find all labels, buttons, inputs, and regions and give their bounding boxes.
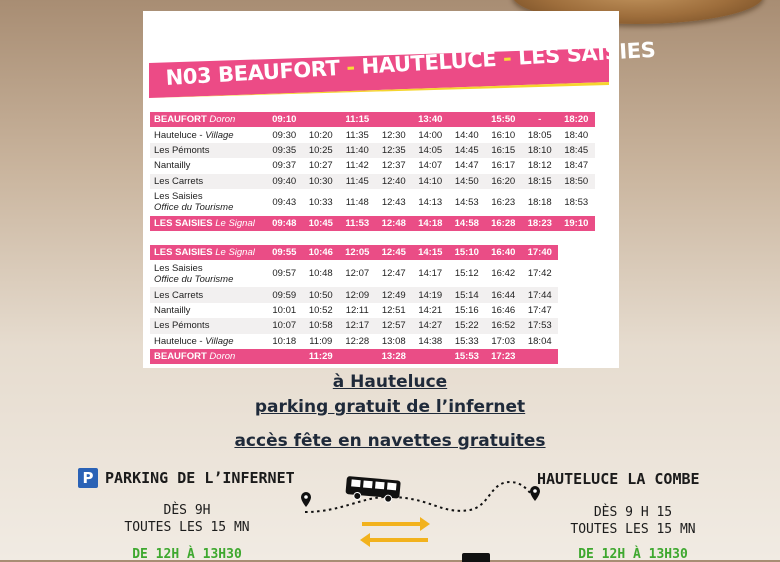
departure-time: 09:10 bbox=[266, 112, 303, 127]
departure-time: 12:17 bbox=[339, 318, 376, 333]
departure-time: 14:18 bbox=[412, 216, 449, 231]
departure-time: 10:46 bbox=[303, 245, 340, 260]
stop-name-text: Les Pémonts bbox=[154, 144, 210, 156]
departure-time: 10:58 bbox=[303, 318, 340, 333]
departure-time: 15:22 bbox=[449, 318, 486, 333]
departure-time: 14:00 bbox=[418, 129, 443, 141]
departure-time: 19:10 bbox=[558, 216, 595, 231]
departure-time: 14:50 bbox=[449, 174, 486, 189]
departure-time: 12:48 bbox=[376, 216, 413, 231]
departure-time: 18:53 bbox=[564, 196, 589, 208]
departure-time: 16:52 bbox=[485, 318, 522, 333]
departure-time: 14:13 bbox=[418, 196, 443, 208]
departure-time: 16:46 bbox=[491, 304, 516, 316]
departure-time: 15:12 bbox=[454, 268, 479, 280]
departure-time: 14:45 bbox=[449, 143, 486, 158]
left-start-time: DÈS 9H bbox=[163, 503, 211, 518]
departure-time: 18:04 bbox=[527, 335, 552, 347]
departure-time: 11:53 bbox=[339, 216, 376, 231]
departure-time: 18:10 bbox=[522, 143, 559, 158]
departure-time: 12:11 bbox=[345, 304, 369, 316]
departure-time: 09:57 bbox=[272, 268, 297, 280]
headline-parking: parking gratuit de l’infernet bbox=[254, 397, 526, 417]
departure-time: 12:28 bbox=[345, 335, 370, 347]
departure-time: 12:51 bbox=[381, 304, 406, 316]
stop-subtitle: Office du Tourisme bbox=[154, 273, 234, 285]
departure-time: 09:55 bbox=[266, 245, 303, 260]
departure-time: 12:30 bbox=[381, 129, 406, 141]
left-pause: DE 12H À 13H30 bbox=[132, 547, 242, 562]
departure-time: 09:35 bbox=[266, 143, 303, 158]
departure-time: 11:29 bbox=[303, 349, 340, 364]
departure-time: 10:20 bbox=[308, 129, 333, 141]
stop-name-text: LES SAISIES bbox=[154, 247, 213, 259]
departure-time: 16:44 bbox=[485, 287, 522, 302]
departure-time: 10:07 bbox=[266, 318, 303, 333]
stop-name-text: Les Saisies bbox=[154, 262, 203, 274]
departure-time: 17:40 bbox=[522, 245, 559, 260]
departure-time: 16:15 bbox=[485, 143, 522, 158]
departure-time: 11:15 bbox=[339, 112, 376, 127]
departure-time: 14:47 bbox=[454, 160, 479, 172]
left-frequency: TOUTES LES 15 MN bbox=[124, 520, 250, 535]
departure-time: 09:48 bbox=[266, 216, 303, 231]
departure-time: 12:35 bbox=[376, 143, 413, 158]
stop-name-text: Nantailly bbox=[154, 160, 191, 172]
map-pin-left-icon bbox=[301, 492, 311, 507]
hauteluce-la-combe-label: HAUTELUCE LA COMBE bbox=[537, 470, 700, 488]
departure-time: 18:40 bbox=[564, 129, 589, 141]
departure-time: 15:10 bbox=[449, 245, 486, 260]
departure-time: 09:40 bbox=[266, 174, 303, 189]
departure-time: 11:45 bbox=[339, 174, 376, 189]
departure-time: 10:45 bbox=[303, 216, 340, 231]
departure-time: 16:42 bbox=[491, 268, 516, 280]
second-bus-icon bbox=[462, 553, 490, 562]
two-way-arrows-icon bbox=[360, 517, 430, 547]
departure-time: 15:50 bbox=[485, 112, 522, 127]
departure-time: - bbox=[522, 112, 559, 127]
departure-time: 10:30 bbox=[303, 174, 340, 189]
parking-icon: P bbox=[78, 468, 98, 488]
departure-time: 09:30 bbox=[272, 129, 297, 141]
stop-name-text: Hauteluce - bbox=[154, 129, 206, 141]
departure-time: 18:18 bbox=[527, 196, 552, 208]
stop-name-text: BEAUFORT bbox=[154, 351, 207, 363]
departure-time: 11:09 bbox=[309, 335, 333, 347]
departure-time: 15:16 bbox=[454, 304, 479, 316]
departure-time: 12:57 bbox=[376, 318, 413, 333]
stop-name-text: Les Pémonts bbox=[154, 320, 210, 332]
departure-time: 12:09 bbox=[339, 287, 376, 302]
stop-subtitle: Office du Tourisme bbox=[154, 202, 234, 214]
stop-name-text: Nantailly bbox=[154, 304, 191, 316]
stop-name-text: Hauteluce - bbox=[154, 335, 206, 347]
departure-time: 09:43 bbox=[272, 196, 297, 208]
departure-time: 14:10 bbox=[412, 174, 449, 189]
stop-subtitle: Doron bbox=[209, 351, 236, 363]
departure-time: 17:44 bbox=[522, 287, 559, 302]
departure-time: 18:12 bbox=[527, 160, 552, 172]
departure-time: 10:33 bbox=[308, 196, 333, 208]
departure-time: 18:47 bbox=[564, 160, 589, 172]
departure-time: 14:19 bbox=[412, 287, 449, 302]
departure-time: 14:40 bbox=[454, 129, 479, 141]
departure-time: 18:20 bbox=[558, 112, 595, 127]
departure-time: 11:35 bbox=[345, 129, 369, 141]
departure-time: 10:25 bbox=[303, 143, 340, 158]
departure-time: 10:50 bbox=[303, 287, 340, 302]
departure-time: 17:03 bbox=[491, 335, 516, 347]
departure-time: 16:23 bbox=[491, 196, 516, 208]
route-title-les-saisies: LES SAISIES bbox=[517, 37, 657, 70]
departure-time: 12:37 bbox=[381, 160, 406, 172]
route-title-beaufort: N03 BEAUFORT bbox=[165, 55, 341, 90]
parking-infernet-label: PARKING DE L’INFERNET bbox=[105, 469, 295, 487]
right-frequency: TOUTES LES 15 MN bbox=[570, 522, 696, 537]
bus-icon bbox=[345, 476, 401, 503]
departure-time: 12:47 bbox=[381, 268, 406, 280]
departure-time: 15:53 bbox=[449, 349, 486, 364]
departure-time: 12:45 bbox=[376, 245, 413, 260]
departure-time: 16:40 bbox=[485, 245, 522, 260]
stop-subtitle: Village bbox=[205, 129, 234, 141]
departure-time: 12:43 bbox=[381, 196, 406, 208]
departure-time: 10:52 bbox=[308, 304, 333, 316]
departure-time: 14:17 bbox=[418, 268, 443, 280]
departure-time: 12:49 bbox=[376, 287, 413, 302]
stop-subtitle: Le Signal bbox=[215, 247, 255, 259]
departure-time: 13:40 bbox=[412, 112, 449, 127]
departure-time: 15:14 bbox=[449, 287, 486, 302]
departure-time: 16:20 bbox=[485, 174, 522, 189]
route-title-dash: - bbox=[338, 54, 363, 80]
departure-time: 16:17 bbox=[491, 160, 516, 172]
stop-subtitle: Le Signal bbox=[215, 218, 255, 230]
departure-time: 18:45 bbox=[558, 143, 595, 158]
stop-name-text: LES SAISIES bbox=[154, 218, 213, 230]
map-pin-right-icon bbox=[530, 486, 540, 501]
departure-time: 14:27 bbox=[412, 318, 449, 333]
departure-time: 10:01 bbox=[272, 304, 297, 316]
departure-time: 18:05 bbox=[527, 129, 552, 141]
departure-time: 11:40 bbox=[339, 143, 376, 158]
departure-time: 16:28 bbox=[485, 216, 522, 231]
stop-name-text: Les Carrets bbox=[154, 175, 204, 187]
route-title-dash: - bbox=[495, 45, 519, 71]
departure-time: 14:05 bbox=[412, 143, 449, 158]
departure-time: 11:42 bbox=[345, 160, 369, 172]
departure-time: 13:08 bbox=[381, 335, 406, 347]
departure-time: 15:33 bbox=[454, 335, 479, 347]
departure-time: 17:53 bbox=[522, 318, 559, 333]
departure-time: 17:42 bbox=[527, 268, 552, 280]
right-pause: DE 12H À 13H30 bbox=[578, 547, 688, 562]
route-title-hauteluce: HAUTELUCE bbox=[360, 46, 497, 79]
departure-time: 14:21 bbox=[418, 304, 443, 316]
departure-time: 10:18 bbox=[272, 335, 297, 347]
departure-time: 14:58 bbox=[449, 216, 486, 231]
headline-location: à Hauteluce bbox=[332, 372, 448, 392]
right-start-time: DÈS 9 H 15 bbox=[593, 505, 673, 520]
departure-time: 12:05 bbox=[339, 245, 376, 260]
departure-time: 11:48 bbox=[345, 196, 369, 208]
stop-subtitle: Doron bbox=[209, 114, 236, 126]
departure-time: 14:15 bbox=[412, 245, 449, 260]
departure-time: 09:37 bbox=[272, 160, 297, 172]
departure-time: 12:40 bbox=[376, 174, 413, 189]
dotted-route-line bbox=[305, 482, 535, 512]
departure-time: 14:07 bbox=[418, 160, 443, 172]
stop-name-text: Les Saisies bbox=[154, 191, 203, 203]
departure-time: 10:27 bbox=[308, 160, 333, 172]
departure-time: 17:47 bbox=[527, 304, 552, 316]
headline-shuttles: accès fête en navettes gratuites bbox=[234, 431, 546, 451]
stop-name-text: Les Carrets bbox=[154, 289, 204, 301]
departure-time: 13:28 bbox=[376, 349, 413, 364]
stop-name-text: BEAUFORT bbox=[154, 114, 207, 126]
stop-subtitle: Village bbox=[205, 335, 234, 347]
departure-time: 16:10 bbox=[491, 129, 516, 141]
departure-time: 18:23 bbox=[522, 216, 559, 231]
departure-time: 14:38 bbox=[418, 335, 443, 347]
departure-time: 09:59 bbox=[266, 287, 303, 302]
departure-time: 10:48 bbox=[308, 268, 333, 280]
departure-time: 14:53 bbox=[454, 196, 479, 208]
departure-time: 18:50 bbox=[558, 174, 595, 189]
departure-time: 12:07 bbox=[345, 268, 370, 280]
departure-time: 17:23 bbox=[485, 349, 522, 364]
departure-time: 18:15 bbox=[522, 174, 559, 189]
